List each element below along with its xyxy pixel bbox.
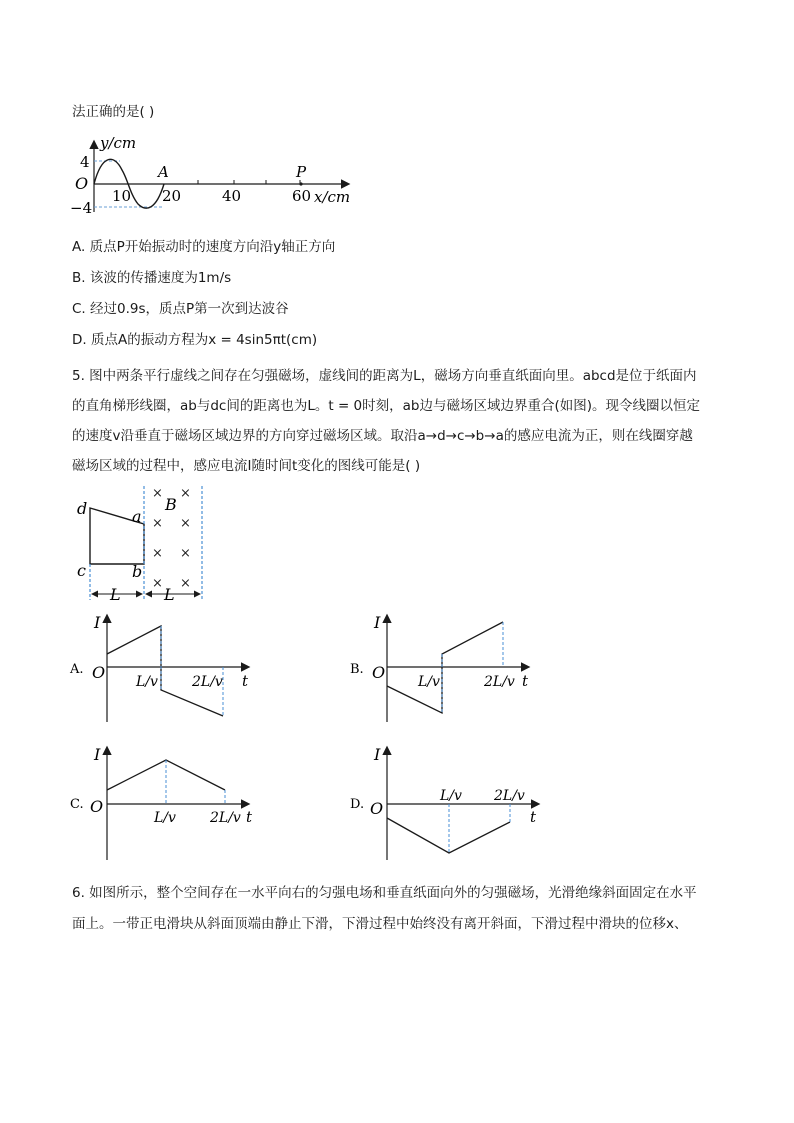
choice-a-graph (70, 610, 270, 728)
choice-c-letter: C. (70, 797, 84, 812)
field-cross: × (180, 576, 191, 591)
wave-x-label: x/cm (314, 188, 351, 206)
q5-line-3: 的速度v沿垂直于磁场区域边界的方向穿过磁场区域。取沿a→d→c→b→a的感应电流为正，则在线圈穿越 (72, 428, 693, 444)
corner-a: a (132, 507, 142, 526)
corner-b: b (132, 562, 143, 581)
q6-line-2: 面上。一带正电滑块从斜面顶端由静止下滑，下滑过程中始终没有离开斜面，下滑过程中滑块的位移x、 (72, 916, 688, 932)
choice-b-origin: O (372, 663, 386, 682)
field-label-b: B (165, 495, 177, 514)
choice-a-curve (107, 626, 223, 716)
wave-graph (70, 134, 370, 216)
wave-x-tick-20: 20 (162, 187, 182, 205)
choice-b-t2: 2L/v (484, 674, 515, 690)
q4-option-d: D. 质点A的振动方程为x = 4sin5πt(cm) (72, 332, 318, 348)
field-cross: × (152, 516, 163, 531)
wave-origin: O (75, 174, 89, 193)
choice-b-i-label: I (374, 613, 381, 632)
choice-b-t1: L/v (418, 674, 440, 690)
point-p-dot (299, 182, 302, 185)
choice-c-t1: L/v (154, 810, 176, 826)
field-cross: × (180, 486, 191, 501)
wave-x-tick-40: 40 (222, 187, 242, 205)
choice-c-t-label: t (246, 808, 253, 826)
choice-d-letter: D. (350, 797, 365, 812)
choice-d-i-label: I (374, 745, 381, 764)
choice-c-t2: 2L/v (210, 810, 241, 826)
q5-line-4: 磁场区域的过程中，感应电流I随时间t变化的图线可能是( ) (72, 458, 421, 474)
choice-b-t-label: t (522, 672, 529, 690)
corner-d: d (77, 499, 88, 518)
field-cross: × (152, 576, 163, 591)
choice-a-t2: 2L/v (192, 674, 223, 690)
wave-y-tick-neg4: −4 (70, 199, 93, 217)
q4-stem-tail: 法正确的是( ) (72, 104, 155, 120)
q5-line-2: 的直角梯形线圈，ab与dc间的距离也为L。t = 0时刻，ab边与磁场区域边界重合(如图)。现令线圈以恒定 (72, 398, 701, 414)
choice-c-graph (70, 742, 270, 864)
corner-c: c (77, 561, 86, 580)
q6-line-1: 6. 如图所示，整个空间存在一水平向右的匀强电场和垂直纸面向外的匀强磁场，光滑绝缘斜面固定在水平 (72, 885, 697, 901)
field-cross: × (180, 546, 191, 561)
coil-field-figure (70, 482, 220, 604)
q4-option-b: B. 该波的传播速度为1m/s (72, 270, 232, 286)
choice-a-i-label: I (94, 613, 101, 632)
choice-d-t1: L/v (440, 788, 462, 804)
choice-c-i-label: I (94, 745, 101, 764)
choice-b-letter: B. (350, 662, 364, 677)
wave-y-tick-4: 4 (80, 153, 90, 171)
q4-option-a: A. 质点P开始振动时的速度方向沿y轴正方向 (72, 239, 336, 255)
choice-c-origin: O (90, 797, 104, 816)
choice-a-letter: A. (70, 662, 84, 677)
wave-y-label: y/cm (100, 134, 137, 152)
dim-label-2: L (164, 585, 175, 604)
wave-point-p: P (296, 163, 307, 181)
wave-x-tick-60: 60 (292, 187, 312, 205)
choice-a-t-label: t (242, 672, 249, 690)
dim-label-1: L (110, 585, 121, 604)
choice-d-t2: 2L/v (494, 788, 525, 804)
choice-b-graph (350, 610, 550, 728)
choice-a-origin: O (92, 663, 106, 682)
choice-d-graph (350, 742, 550, 864)
q5-line-1: 5. 图中两条平行虚线之间存在匀强磁场，虚线间的距离为L，磁场方向垂直纸面向里。abcd是位于纸面内 (72, 368, 697, 384)
choice-a-t1: L/v (136, 674, 158, 690)
wave-x-tick-10: 10 (112, 187, 132, 205)
choice-d-origin: O (370, 799, 384, 818)
choice-d-t-label: t (530, 808, 537, 826)
q4-option-c: C. 经过0.9s，质点P第一次到达波谷 (72, 301, 289, 317)
field-cross: × (152, 546, 163, 561)
field-cross: × (152, 486, 163, 501)
field-cross: × (180, 516, 191, 531)
wave-point-a: A (158, 163, 169, 181)
